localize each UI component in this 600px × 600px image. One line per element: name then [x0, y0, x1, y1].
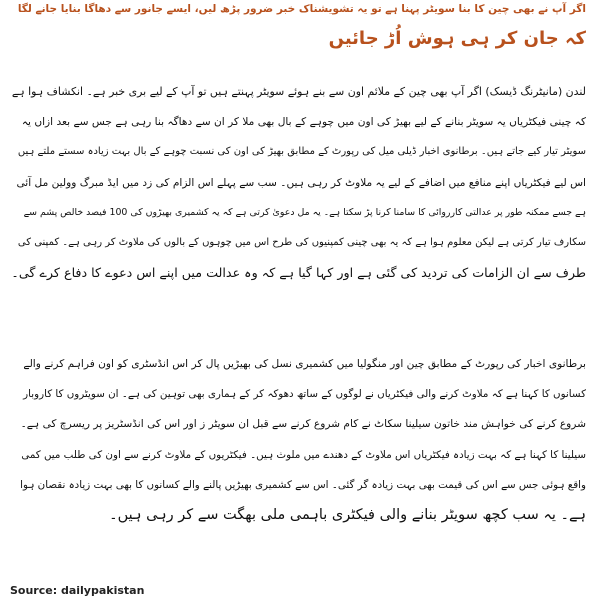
- paragraph-line: کہ چینی فیکٹریاں یہ سویٹر بنانے کے لیے بھیڑ کی اون میں چوہے کے بال بھی ملا کر ان سے دھاگہ بنا رہی ہے جس سے بعد ازاں یہ: [21, 116, 586, 129]
- article-paragraph-2: [10, 349, 586, 530]
- paragraph-line: شروع کرنے کی خواہش مند خاتون سیلینا سکاٹ نے کام شروع کرنے سے قبل ان سویٹر ز اور اس کی انڈسٹریز پر ریسرچ کی ہے۔: [20, 418, 586, 431]
- paragraph-line: ہے۔ یہ سب کچھ سویٹر بنانے والی فیکٹری باہمی ملی بھگت سے کر رہی ہیں۔: [109, 507, 586, 524]
- paragraph-line: ہے جسے ممکنہ طور پر عدالتی کارروائی کا سامنا کرنا پڑ سکتا ہے۔ یہ مل دعویٰ کرتی ہے کہ یہ کشمیری بھیڑوں کی 100 فیصد خالص پشم سے: [23, 206, 586, 218]
- paragraph-line: سکارف تیار کرتی ہے لیکن معلوم ہوا ہے کہ یہ بھی چینی کمپنیوں کی طرح اس میں چوہوں کے بالوں کی ملاوٹ کر رہی ہے۔ کمپنی کی: [17, 237, 586, 249]
- paragraph-line: سیلینا کا کہنا ہے کہ بہت زیادہ فیکٹریاں اس ملاوٹ کے دھندے میں ملوث ہیں۔ فیکٹریوں کے ملاوٹ کرنے سے اون کی طلب میں کمی: [21, 448, 586, 461]
- headline-line: کہ جان کر ہی ہوش اُڑ جائیں: [328, 28, 586, 49]
- headline-line: اگر آپ نے بھی چین کا بنا سویٹر پہنا ہے تو یہ تشویشناک خبر ضرور پڑھ لیں، ایسے جانور سے دھاگا بنایا جانے لگا: [17, 3, 586, 15]
- paragraph-line: اس لیے فیکٹریاں اپنے منافع میں اضافے کے لیے یہ ملاوٹ کر رہی ہیں۔ سب سے پہلے اس الزام کی زد میں ایڈ مبرگ وولین مل آئی: [16, 176, 586, 189]
- article-paragraph-1: [10, 77, 586, 288]
- paragraph-line: برطانوی اخبار کی رپورٹ کے مطابق چین اور منگولیا میں کشمیری نسل کی بھیڑیں پال کر اس انڈسٹری کو اون فراہم کرنے والے: [23, 358, 586, 370]
- paragraph-line: لندن (مانیٹرنگ ڈیسک) اگر آپ بھی چین کے ملائم اون سے بنے ہوئے سویٹر پہنتے ہیں تو آپ کے لیے بری خبر ہے۔ انکشاف ہوا ہے: [11, 85, 586, 98]
- article-headline: [10, 0, 586, 54]
- paragraph-line: کسانوں کا کہنا ہے کہ ملاوٹ کرنے والی فیکٹریاں نے لوگوں کے ساتھ دھوکہ کر کے ہماری بھی توہین کی ہے۔ ان سویٹروں کا کاروبار: [23, 388, 586, 401]
- paragraph-line: طرف سے ان الزامات کی تردید کی گئی ہے اور کہا گیا ہے کہ وہ عدالت میں اپنے اس دعوے کا دفاع کرے گی۔: [11, 265, 586, 281]
- source-credit: Source: dailypakistan: [10, 584, 145, 597]
- paragraph-line: واقع ہوئی جس سے اس کی قیمت بھی بہت زیادہ گر گئی۔ اس سے کشمیری بھیڑیں پالنے والے کسانوں کا بھی بہت زیادہ نقصان ہوا: [20, 478, 586, 491]
- paragraph-line: سویٹر تیار کیے جاتے ہیں۔ برطانوی اخبار ڈیلی میل کی رپورٹ کے مطابق بھیڑ کی اون کی نسبت چوہے کے بال بہت زیادہ سستے ملتے ہیں: [17, 146, 586, 158]
